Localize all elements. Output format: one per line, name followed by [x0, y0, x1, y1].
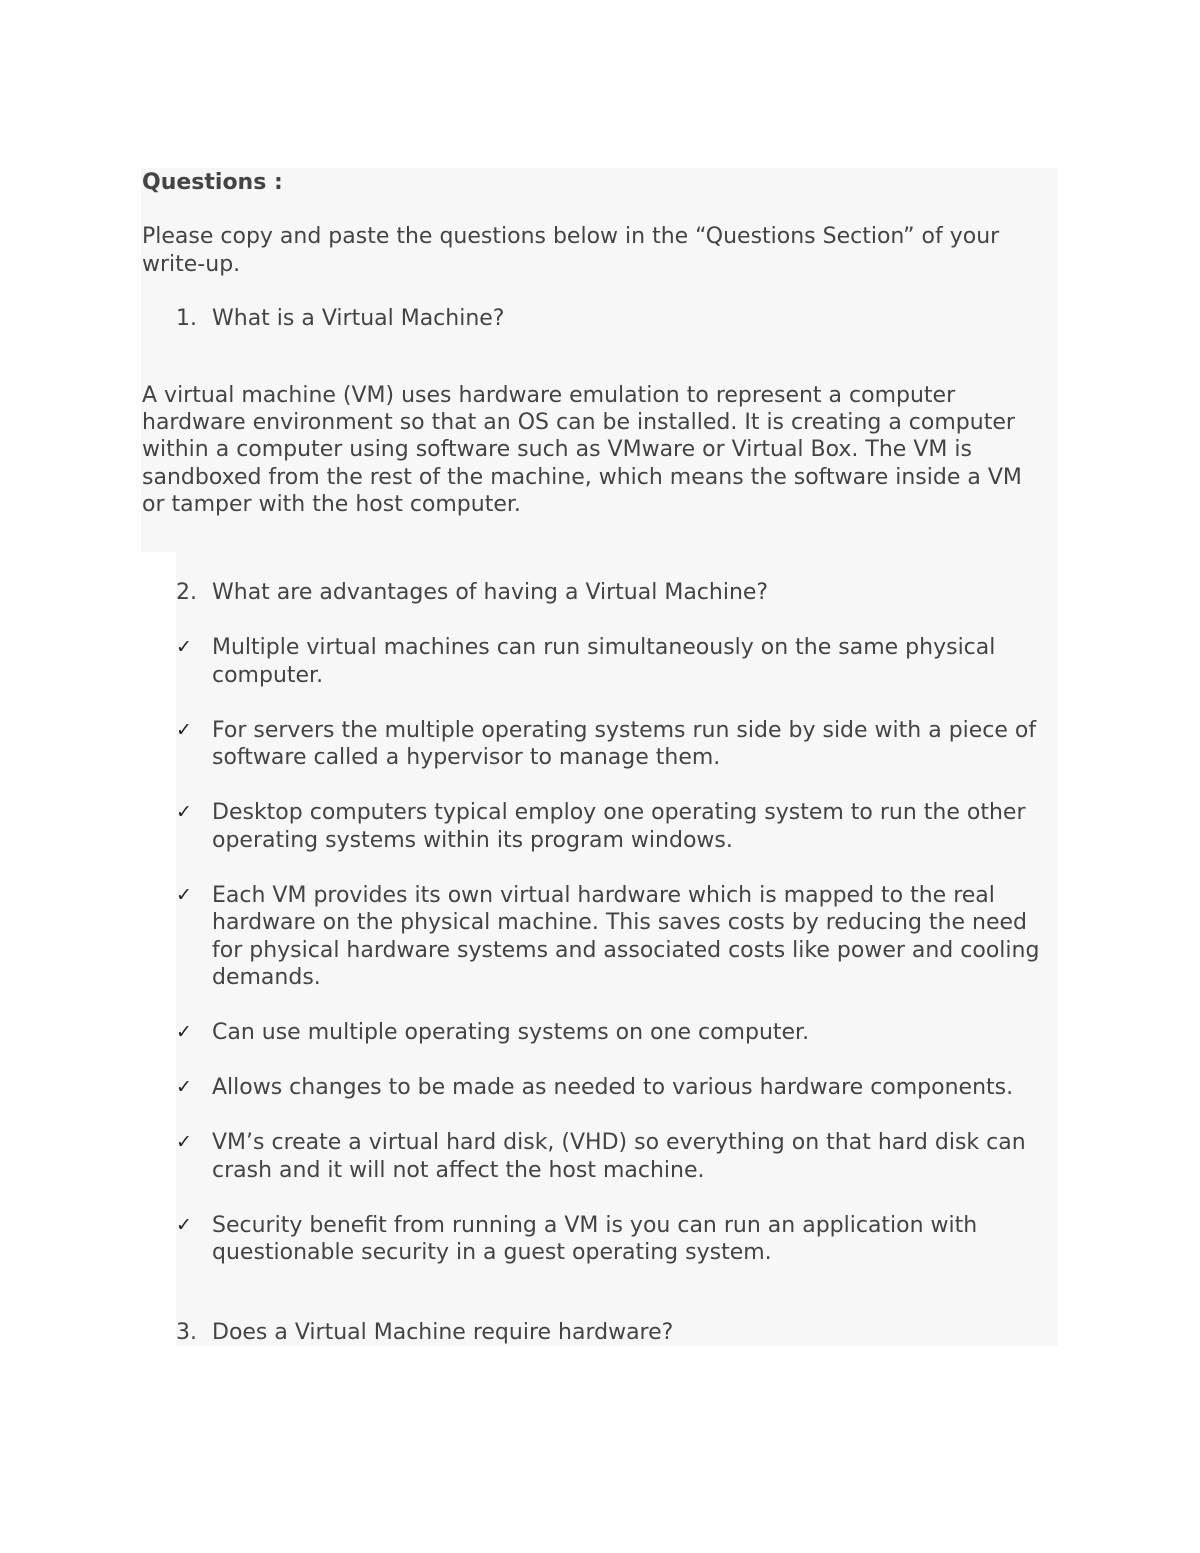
list-item-text: Multiple virtual machines can run simultaneously on the same physical computer. — [212, 635, 996, 688]
list-item — [176, 799, 1056, 854]
checkmark-icon: ✓ — [176, 1076, 192, 1098]
checkmark-icon: ✓ — [176, 883, 192, 906]
question-text: Does a Virtual Machine require hardware? — [212, 1320, 674, 1345]
list-item — [176, 717, 1056, 772]
intro-paragraph: Please copy and paste the questions below in the “Questions Section” of your write-up. — [142, 224, 1000, 277]
checkmark-icon: ✓ — [176, 801, 192, 823]
question-text: What is a Virtual Machine? — [212, 306, 505, 331]
checkmark-icon: ✓ — [176, 636, 192, 658]
list-item-text: Can use multiple operating systems on one computer. — [212, 1020, 810, 1045]
list-item-text: VM’s create a virtual hard disk, (VHD) so everything on that hard disk can crash and it will not affect the host machine. — [212, 1130, 1026, 1183]
checkmark-icon: ✓ — [176, 1021, 192, 1043]
question-3 — [176, 1320, 1046, 1345]
question-number: 2. — [176, 580, 197, 605]
list-item — [176, 1129, 1056, 1184]
list-item — [176, 882, 1056, 992]
checkmark-icon: ✓ — [176, 1131, 192, 1153]
list-item — [176, 1019, 1056, 1047]
advantages-list — [176, 634, 1056, 1294]
checkmark-icon: ✓ — [176, 1213, 192, 1236]
question-text: What are advantages of having a Virtual Machine? — [212, 580, 769, 605]
list-item-text: Each VM provides its own virtual hardware which is mapped to the real hardware on the physical machine. This saves costs by reducing the need for physical hardware systems and associated costs like power and cooling demands. — [212, 882, 1040, 990]
list-item — [176, 1212, 1056, 1267]
list-item-text: For servers the multiple operating systems run side by side with a piece of software called a hypervisor to manage them. — [212, 717, 1037, 770]
question-number: 3. — [176, 1320, 197, 1345]
answer-1-paragraph: A virtual machine (VM) uses hardware emulation to represent a computer hardware environment so that an OS can be installed. It is creating a computer within a computer using software such as VMware or Virtual Box. The VM is sandboxed from the rest of the machine, which means the software inside a VM or tamper with the host computer. — [142, 383, 1022, 517]
list-item-text: Desktop computers typical employ one operating system to run the other operating systems within its program windows. — [212, 800, 1026, 853]
list-item — [176, 634, 1056, 689]
questions-heading: Questions : — [142, 170, 283, 195]
checkmark-icon: ✓ — [176, 718, 192, 741]
question-1 — [176, 306, 1046, 331]
question-number: 1. — [176, 306, 197, 331]
list-item-text: Allows changes to be made as needed to various hardware components. — [212, 1075, 1014, 1100]
list-item — [176, 1074, 1056, 1102]
list-item-text: Security benefit from running a VM is you can run an application with questionable security in a guest operating system. — [212, 1212, 978, 1265]
question-2 — [176, 580, 1046, 605]
